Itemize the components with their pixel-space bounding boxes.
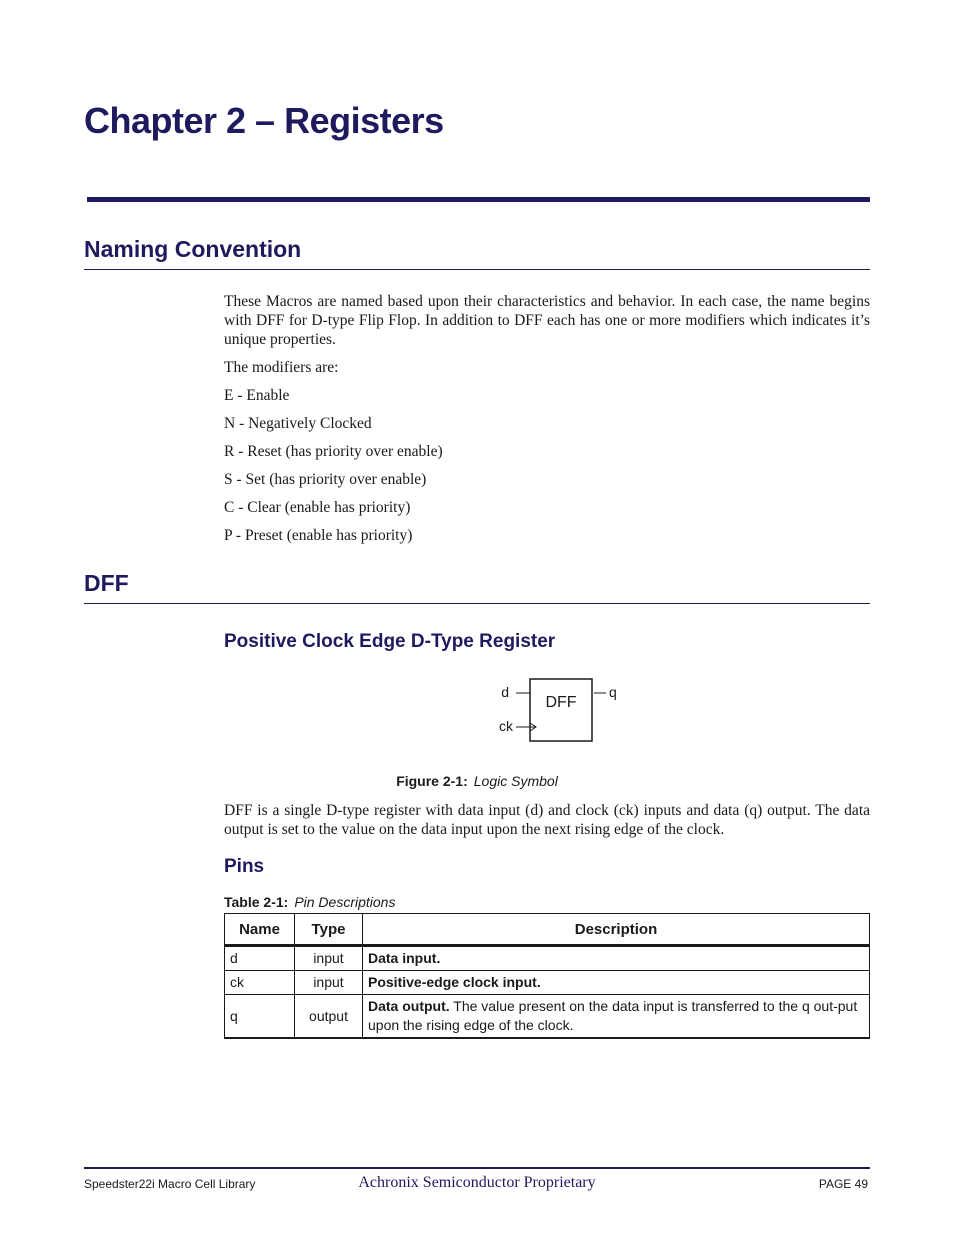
- chapter-rule: [87, 197, 870, 202]
- section-rule: [84, 603, 870, 604]
- column-header-description: Description: [363, 914, 870, 946]
- pin-description-text: The value present on the data input is transferred to the q out-put upon the rising edge of the clock.: [368, 998, 858, 1033]
- pin-description-bold: Data output.: [368, 998, 450, 1014]
- section-heading-dff: DFF: [84, 570, 129, 596]
- pin-ck-label: ck: [499, 718, 513, 734]
- pin-descriptions-table: [224, 913, 870, 1039]
- table-row: [225, 995, 870, 1039]
- section-heading-naming-convention: Naming Convention: [84, 236, 302, 262]
- modifier-item: E - Enable: [224, 387, 290, 404]
- modifiers-lead: The modifiers are:: [224, 359, 339, 376]
- table-row: [225, 946, 870, 971]
- naming-intro-paragraph: These Macros are named based upon their characteristics and behavior. In each case, the name begins with DFF for D-type Flip Flop. In addition to DFF each has one or more modifiers which indicates it’s unique properties.: [224, 293, 870, 348]
- column-header-type: Type: [295, 914, 363, 946]
- pin-type-cell: output: [295, 995, 363, 1039]
- pin-description-bold: Positive-edge clock input.: [368, 974, 541, 990]
- pin-d-label: d: [501, 684, 509, 700]
- table-caption: [224, 894, 395, 910]
- table-label: Table 2-1:: [224, 894, 289, 910]
- pin-name-cell: ck: [225, 971, 295, 995]
- table-row: [225, 971, 870, 995]
- pin-q-label: q: [609, 684, 617, 700]
- modifier-item: S - Set (has priority over enable): [224, 471, 427, 488]
- footer-document-title: Speedster22i Macro Cell Library: [84, 1177, 256, 1191]
- dff-description-paragraph: DFF is a single D-type register with data input (d) and clock (ck) inputs and data (q) output. The data output is set to the value on the data input upon the next rising edge of the clock.: [224, 802, 870, 838]
- figure-caption: [0, 773, 954, 789]
- pin-description-cell: [363, 946, 870, 971]
- subheading-positive-clock-edge: Positive Clock Edge D-Type Register: [224, 631, 556, 652]
- column-header-name: Name: [225, 914, 295, 946]
- pin-description-cell: [363, 995, 870, 1039]
- modifier-item: P - Preset (enable has priority): [224, 527, 413, 544]
- footer-page-number: PAGE 49: [818, 1177, 868, 1191]
- modifier-item: R - Reset (has priority over enable): [224, 443, 443, 460]
- section-rule: [84, 269, 870, 270]
- pin-name-cell: d: [225, 946, 295, 971]
- logic-symbol-diagram: [490, 676, 630, 746]
- pin-type-cell: input: [295, 946, 363, 971]
- modifier-item: C - Clear (enable has priority): [224, 499, 411, 516]
- footer-rule: [84, 1167, 870, 1169]
- pin-description-cell: [363, 971, 870, 995]
- chapter-title: Chapter 2 – Registers: [84, 100, 444, 141]
- figure-title: Logic Symbol: [473, 773, 558, 789]
- pin-description-bold: Data input.: [368, 950, 441, 966]
- table-header-row: [225, 914, 870, 946]
- pin-name-cell: q: [225, 995, 295, 1039]
- dff-box-label: DFF: [545, 694, 577, 711]
- modifier-item: N - Negatively Clocked: [224, 415, 372, 432]
- subheading-pins: Pins: [224, 856, 265, 877]
- table-title: Pin Descriptions: [294, 894, 396, 910]
- footer-proprietary-notice: Achronix Semiconductor Proprietary: [358, 1174, 596, 1191]
- pin-type-cell: input: [295, 971, 363, 995]
- figure-label: Figure 2-1:: [396, 773, 468, 789]
